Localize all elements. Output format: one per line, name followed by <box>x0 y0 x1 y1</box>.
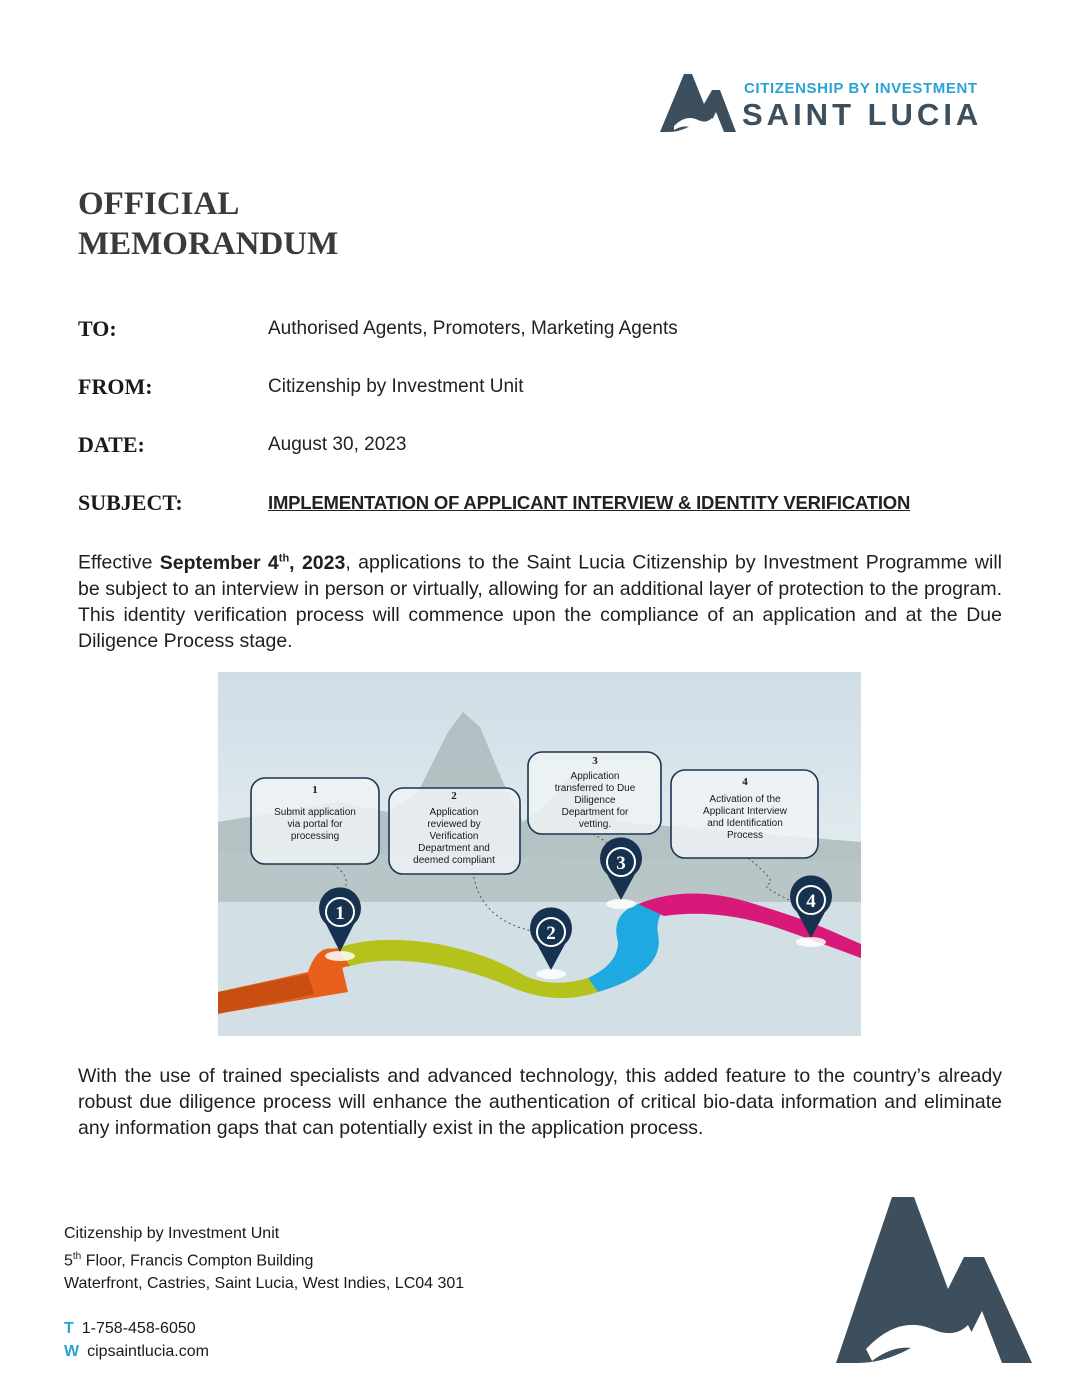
step-4-text-1: Activation of the <box>709 794 781 805</box>
from-label: FROM: <box>78 374 153 399</box>
footer-line-1: Citizenship by Investment Unit <box>64 1225 280 1242</box>
pin-3-number: 3 <box>616 853 626 874</box>
header-logo <box>660 70 990 134</box>
step-2-text-5: deemed compliant <box>413 855 495 866</box>
pin-2-number: 2 <box>546 923 556 944</box>
step-3-text-2: transferred to Due <box>554 783 636 794</box>
footer-web <box>64 1340 464 1363</box>
from-value: Citizenship by Investment Unit <box>268 376 524 397</box>
step-4-text-2: Applicant Interview <box>703 806 787 817</box>
process-diagram-graphic <box>218 672 861 1036</box>
step-3-text-1: Application <box>570 771 620 782</box>
step-2-text-3: Verification <box>429 831 479 842</box>
footer-contact <box>64 1317 464 1363</box>
step-4-text-4: Process <box>726 830 764 841</box>
pin-1-number: 1 <box>335 903 345 924</box>
logo-tagline: CITIZENSHIP BY INVESTMENT <box>744 80 978 97</box>
p1-date-text: September 4 <box>159 551 279 574</box>
footer-logo-mark-icon <box>836 1193 1034 1365</box>
p1-lead: Effective <box>78 551 160 574</box>
step-1-box <box>251 778 379 864</box>
step-1-number: 1 <box>312 784 318 796</box>
subject-label: SUBJECT: <box>78 490 183 515</box>
phone-number: 1-758-458-6050 <box>81 1320 196 1338</box>
footer-floor-rest: Floor, Francis Compton Building <box>81 1252 314 1270</box>
footer-floor-number: 5 <box>64 1252 73 1270</box>
process-diagram <box>218 672 861 1036</box>
body-paragraph-2: With the use of trained specialists and advanced technology, this added feature to the country’s already robust due diligence process will enhance the authentication of critical bio-data information and eliminate any information gaps that can potentially exist in the application process. <box>78 1065 1002 1139</box>
step-3-text-5: vetting. <box>578 819 612 830</box>
pin-4-number: 4 <box>806 891 816 912</box>
step-1-text-2: via portal for <box>287 819 343 830</box>
step-4-number: 4 <box>742 776 748 788</box>
phone-label: T <box>64 1320 74 1338</box>
p1-year: , 2023 <box>289 551 346 574</box>
title-line-1: OFFICIAL <box>78 186 240 222</box>
mountain-wave-logo-icon <box>660 70 740 134</box>
date-value: August 30, 2023 <box>268 434 407 455</box>
p1-date-sup: th <box>278 552 290 564</box>
footer-floor-sup: th <box>72 1251 82 1262</box>
body-paragraph-1 <box>78 545 1002 654</box>
step-1-text-3: processing <box>290 831 340 842</box>
step-4-text-3: and Identification <box>707 818 783 829</box>
p1-effective-date <box>160 552 346 574</box>
to-label: TO: <box>78 316 117 341</box>
step-3-text-3: Diligence <box>574 795 616 806</box>
step-4-box <box>671 770 818 858</box>
step-3-text-4: Department for <box>561 807 629 818</box>
to-value: Authorised Agents, Promoters, Marketing Agents <box>268 318 678 339</box>
step-3-box <box>528 752 661 834</box>
step-2-text-2: reviewed by <box>427 819 481 830</box>
footer-address <box>64 1222 464 1363</box>
step-2-number: 2 <box>451 790 457 802</box>
footer-line-2 <box>64 1245 464 1272</box>
subject-value: IMPLEMENTATION OF APPLICANT INTERVIEW & IDENTITY VERIFICATION <box>268 492 911 513</box>
step-3-number: 3 <box>592 755 598 767</box>
footer-phone <box>64 1317 464 1340</box>
step-2-text-1: Application <box>429 807 479 818</box>
page-title <box>78 184 338 264</box>
logo-name: SAINT LUCIA <box>742 97 983 132</box>
step-1-text-1: Submit application <box>274 807 356 818</box>
title-line-2: MEMORANDUM <box>78 226 339 262</box>
date-label: DATE: <box>78 432 145 457</box>
step-2-box <box>389 788 520 874</box>
web-url[interactable]: cipsaintlucia.com <box>87 1343 209 1361</box>
step-2-text-4: Department and <box>418 843 490 854</box>
footer-line-3: Waterfront, Castries, Saint Lucia, West Indies, LC04 301 <box>64 1275 465 1293</box>
web-label: W <box>64 1343 80 1361</box>
p1-rest: , applications to the Saint Lucia Citizenship by Investment Programme will be subject to an interview in person or virtually, allowing for an additional layer of protection to the program. This identity verification process will commence upon the compliance of an application and at the Due Diligence Process stage. <box>78 551 1002 652</box>
